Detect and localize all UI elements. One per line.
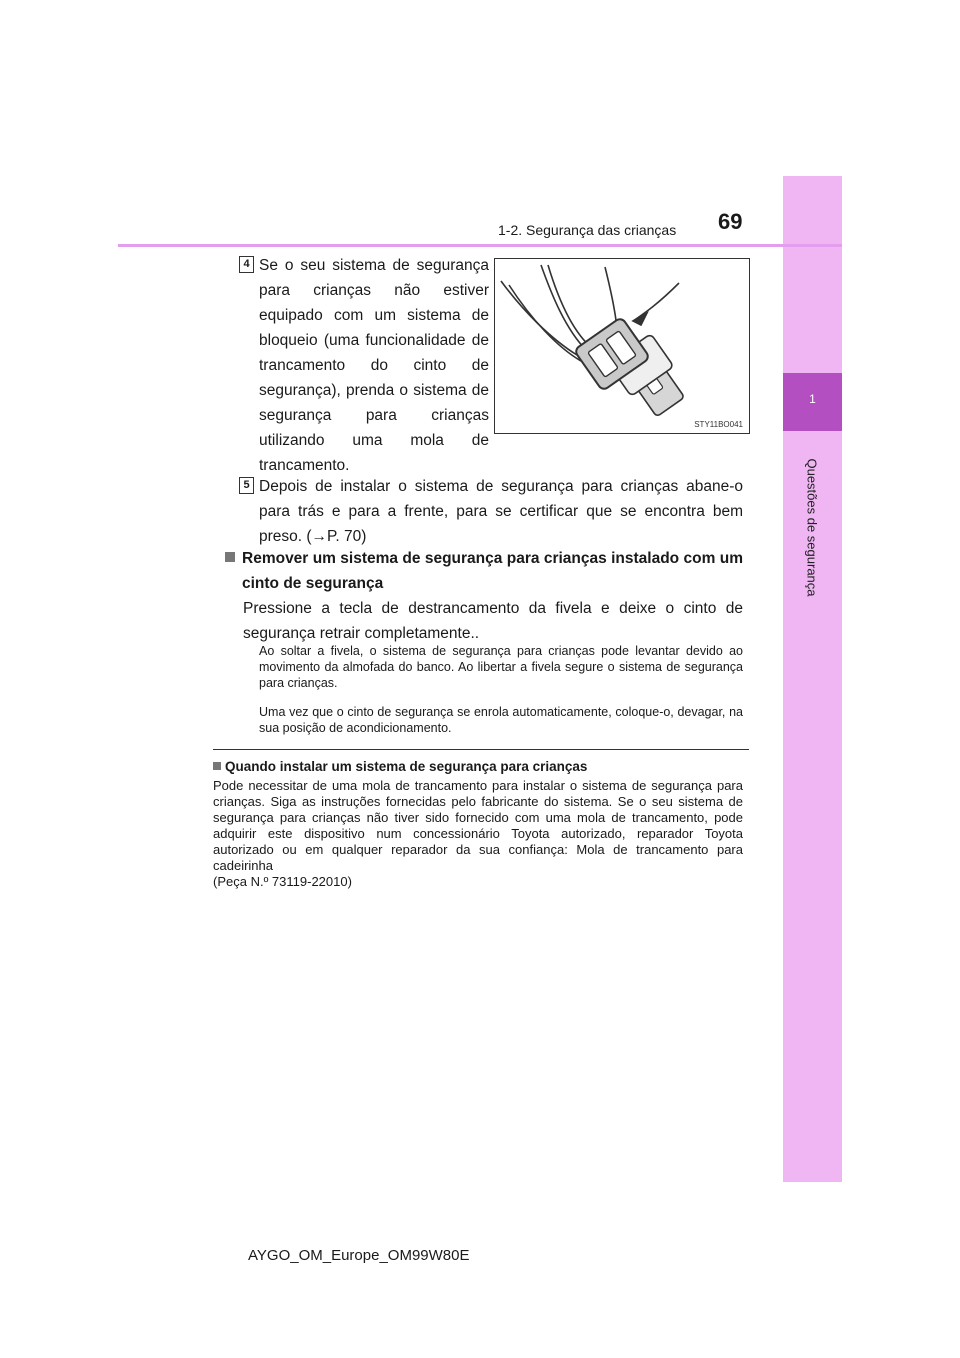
page-number: 69 [718,209,743,234]
footer-doc-code: AYGO_OM_Europe_OM99W80E [248,1247,470,1264]
figure-code: STY11BO041 [694,420,743,429]
section-heading [225,546,743,596]
seat-belt-locking-clip-illustration-icon [495,259,749,433]
info-heading-text: Quando instalar um sistema de segurança para crianças [225,759,588,774]
section-note-2: Uma vez que o cinto de segurança se enrola automaticamente, coloque-o, devagar, na sua posição de acondicionamento. [259,705,743,735]
step-badge-4: 4 [239,256,254,273]
section-title: 1-2. Segurança das crianças [498,222,677,238]
square-bullet-icon [213,762,221,770]
chapter-title: Questões de segurança [804,458,820,597]
section-heading-text: Remover um sistema de segurança para crianças instalado com um cinto de segurança [242,550,743,592]
step-badge-5: 5 [239,477,254,494]
chapter-tab-background [783,176,842,1182]
info-heading [213,759,587,774]
section-note-1: Ao soltar a fivela, o sistema de segurança para crianças pode levantar devido ao movimento da almofada do banco. Ao libertar a fivela segure o sistema de segurança para crianças. [259,644,743,690]
seat-belt-locking-clip-figure [494,258,750,434]
section-text: Pressione a tecla de destrancamento da fivela e deixe o cinto de segurança retrair completamente.. [243,600,743,642]
info-divider [213,749,749,750]
header-rule [118,244,842,247]
step-5-text: Depois de instalar o sistema de segurança para crianças abane-o para trás e para a frente, para se certificar que se encontra bem preso. (→P. 70) [259,478,743,545]
square-bullet-icon [225,552,235,562]
chapter-number: 1 [809,392,816,406]
step-4-text: Se o seu sistema de segurança para crianças não estiver equipado com um sistema de bloqueio (uma funcionalidade de trancamento do cinto de segurança), prenda o sistema de segurança para crianças utilizando uma mola de trancamento. [259,257,489,474]
info-text: Pode necessitar de uma mola de trancamento para instalar o sistema de segurança para crianças. Siga as instruções fornecidas pelo fabricante do sistema. Se o seu sistema de segurança para crianças não tiver sido fornecido com uma mola de trancamento, pode adquirir este dispositivo num concessionário Toyota autorizado, reparador Toyota autorizado ou em qualquer reparador da sua confiança: Mola de trancamento para cadeirinha (Peça N.º 73119-22010) [213,778,743,889]
